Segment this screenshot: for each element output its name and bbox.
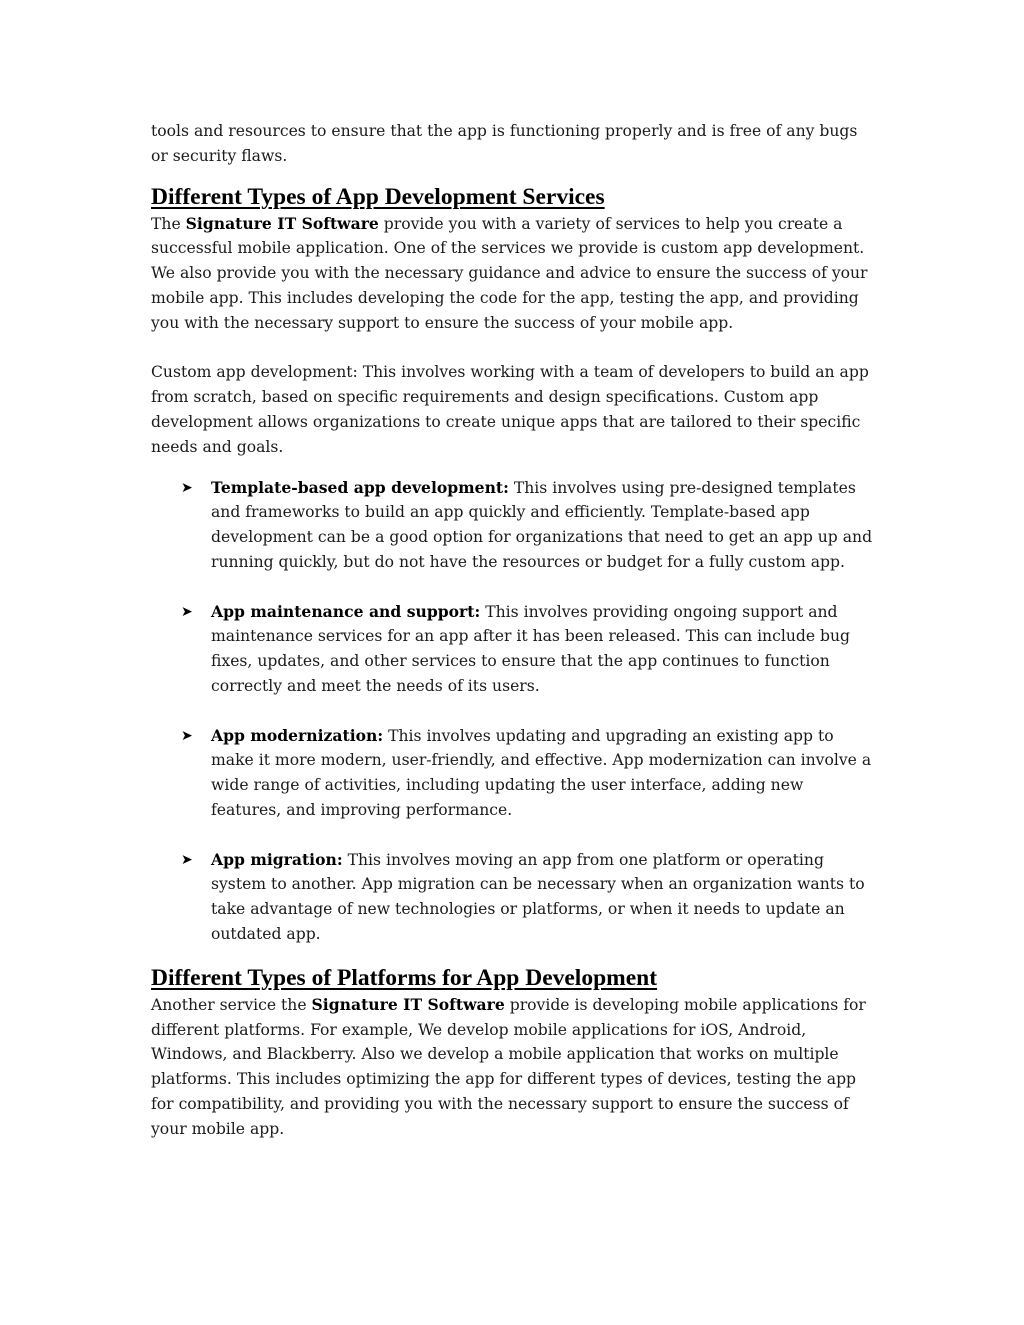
arrowhead-bullet-icon: ➤ xyxy=(181,603,193,620)
bullet-title: Template-based app development: xyxy=(211,477,509,497)
arrowhead-bullet-icon: ➤ xyxy=(181,727,193,744)
arrowhead-bullet-icon: ➤ xyxy=(181,479,193,496)
custom-app-development-paragraph: Custom app development: This involves working with a team of developers to build an app from scratch, based on specific requirements and design specifications. Custom app development allows organizations to create unique apps that are tailored to their specific needs and goals. xyxy=(151,363,869,456)
section-heading-platforms: Different Types of Platforms for App Development xyxy=(151,964,658,991)
bullet-title: App migration: xyxy=(211,849,343,869)
services-intro-paragraph xyxy=(151,212,873,336)
brand-name: Signature IT Software xyxy=(185,213,379,233)
document-page xyxy=(151,119,873,1141)
list-item-modernization xyxy=(151,724,873,823)
arrowhead-bullet-icon: ➤ xyxy=(181,851,193,868)
paragraph-spacer xyxy=(151,823,873,848)
platforms-lead: Another service the xyxy=(151,995,312,1014)
bullet-text: This involves using pre-designed templates and frameworks to build an app quickly and efficiently. Template-based app development can be a good option for organizations that need to get an app up and running quickly, but do not have the resources or budget for a fully custom app. xyxy=(211,478,873,571)
bullet-title: App modernization: xyxy=(211,725,384,745)
paragraph-spacer xyxy=(151,699,873,724)
platforms-paragraph xyxy=(151,993,873,1142)
services-bullet-list xyxy=(151,476,873,947)
services-intro-lead: The xyxy=(151,214,186,233)
list-item-maintenance-support xyxy=(151,600,873,699)
list-item-migration xyxy=(151,848,873,947)
bullet-title: App maintenance and support: xyxy=(211,601,481,621)
brand-name: Signature IT Software xyxy=(311,994,505,1014)
paragraph-spacer xyxy=(151,336,873,361)
platforms-rest: provide is developing mobile applications for different platforms. For example, We develop mobile applications for iOS, Android, Windows, and Blackberry. Also we develop a mobile application that works on multiple platforms. This includes optimizing the app for different types of devices, testing the app for compatibility, and providing you with the necessary support to ensure the success of your mobile app. xyxy=(151,995,866,1138)
bullet-text: This involves updating and upgrading an existing app to make it more modern, user-friendly, and effective. App modernization can involve a wide range of activities, including updating the user interface, adding new features, and improving performance. xyxy=(211,726,872,819)
services-intro-rest: provide you with a variety of services to help you create a successful mobile application. One of the services we provide is custom app development. We also provide you with the necessary guidance and advice to ensure the success of your mobile app. This includes developing the code for the app, testing the app, and providing you with the necessary support to ensure the success of your mobile app. xyxy=(151,214,868,332)
paragraph-spacer xyxy=(151,575,873,600)
bullet-text: This involves moving an app from one platform or operating system to another. App migration can be necessary when an organization wants to take advantage of new technologies or platforms, or when it needs to update an outdated app. xyxy=(211,850,865,943)
intro-continuation-paragraph: tools and resources to ensure that the app is functioning properly and is free of any bugs or security flaws. xyxy=(151,122,858,165)
list-item-template-based xyxy=(151,476,873,575)
section-heading-app-development-services: Different Types of App Development Services xyxy=(151,183,605,210)
bullet-text: This involves providing ongoing support and maintenance services for an app after it has been released. This can include bug fixes, updates, and other services to ensure that the app continues to function correctly and meet the needs of its users. xyxy=(211,602,851,695)
